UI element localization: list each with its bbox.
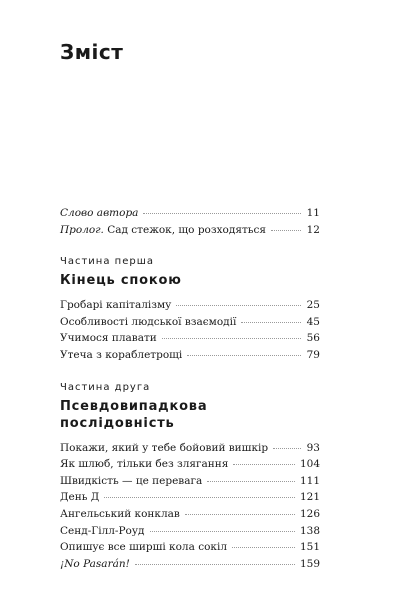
dot-leader bbox=[162, 338, 301, 339]
page-number: 56 bbox=[306, 332, 320, 345]
toc-entry[interactable] bbox=[60, 440, 320, 457]
page-number: 151 bbox=[299, 541, 320, 554]
page-number: 11 bbox=[306, 207, 320, 219]
entry-title: Учимося плавати bbox=[60, 332, 157, 345]
entry-title: Особливості людської взаємодії bbox=[60, 315, 237, 328]
entry-title: Сенд-Гілл-Роуд bbox=[60, 524, 145, 537]
dot-leader bbox=[207, 481, 295, 482]
page-number: 12 bbox=[306, 223, 320, 236]
page-number: 45 bbox=[306, 315, 320, 328]
page-title: Зміст bbox=[60, 40, 124, 64]
entry-title: День Д bbox=[60, 491, 100, 504]
entry-title: Слово автора bbox=[60, 207, 139, 219]
dot-leader bbox=[150, 531, 295, 532]
part-2-title bbox=[60, 398, 320, 432]
dot-leader bbox=[185, 514, 295, 515]
page-number: 79 bbox=[306, 348, 320, 361]
entry-title: Гробарі капіталізму bbox=[60, 299, 172, 312]
dot-leader bbox=[135, 564, 295, 565]
toc-entry-prologue[interactable] bbox=[60, 222, 320, 239]
dot-leader bbox=[241, 322, 301, 323]
part-title-line: Кінець спокою bbox=[60, 273, 182, 289]
page-number: 121 bbox=[299, 491, 320, 504]
toc-entry-author-foreword[interactable] bbox=[60, 205, 320, 222]
page-number: 111 bbox=[299, 474, 320, 487]
toc-entry[interactable] bbox=[60, 506, 320, 523]
page-number: 126 bbox=[299, 507, 320, 520]
entry-title: Утеча з кораблетрощі bbox=[60, 348, 183, 361]
entry-title: Сад стежок, що розходяться bbox=[103, 223, 266, 236]
toc-entry[interactable] bbox=[60, 473, 320, 490]
part-1-title bbox=[60, 272, 320, 289]
entry-title: Опишує все ширші кола сокіл bbox=[60, 541, 227, 554]
page-number: 159 bbox=[299, 557, 320, 570]
dot-leader bbox=[104, 497, 295, 498]
dot-leader bbox=[233, 464, 295, 465]
toc-entry[interactable] bbox=[60, 489, 320, 506]
entry-title: Як шлюб, тільки без злягання bbox=[60, 458, 229, 471]
entry-prefix: Пролог. bbox=[60, 223, 104, 236]
toc-entry[interactable] bbox=[60, 523, 320, 540]
dot-leader bbox=[143, 213, 301, 214]
toc-entry[interactable] bbox=[60, 347, 320, 364]
toc-entry[interactable] bbox=[60, 456, 320, 473]
dot-leader bbox=[273, 448, 301, 449]
entry-title: ¡No Pasarán! bbox=[60, 557, 130, 570]
page-number: 138 bbox=[299, 524, 320, 537]
page-number: 25 bbox=[306, 299, 320, 312]
part-1-label: Частина перша bbox=[60, 256, 154, 268]
toc-entry[interactable] bbox=[60, 539, 320, 556]
part-title-line: послідовність bbox=[60, 415, 175, 431]
page-number: 93 bbox=[306, 441, 320, 454]
toc-entry[interactable] bbox=[60, 330, 320, 347]
table-of-contents bbox=[60, 205, 320, 572]
dot-leader bbox=[271, 230, 301, 231]
entry-title: Ангельський конклав bbox=[60, 507, 180, 520]
part-2-label: Частина друга bbox=[60, 381, 151, 393]
entry-title: Покажи, який у тебе бойовий вишкір bbox=[60, 441, 269, 454]
dot-leader bbox=[176, 305, 301, 306]
dot-leader bbox=[232, 547, 295, 548]
toc-entry[interactable] bbox=[60, 314, 320, 331]
toc-entry[interactable] bbox=[60, 556, 320, 573]
entry-title: Швидкість — це перевага bbox=[60, 474, 203, 487]
dot-leader bbox=[187, 355, 301, 356]
toc-entry[interactable] bbox=[60, 297, 320, 314]
part-title-line: Псевдовипадкова bbox=[60, 398, 208, 414]
page-number: 104 bbox=[299, 458, 320, 471]
